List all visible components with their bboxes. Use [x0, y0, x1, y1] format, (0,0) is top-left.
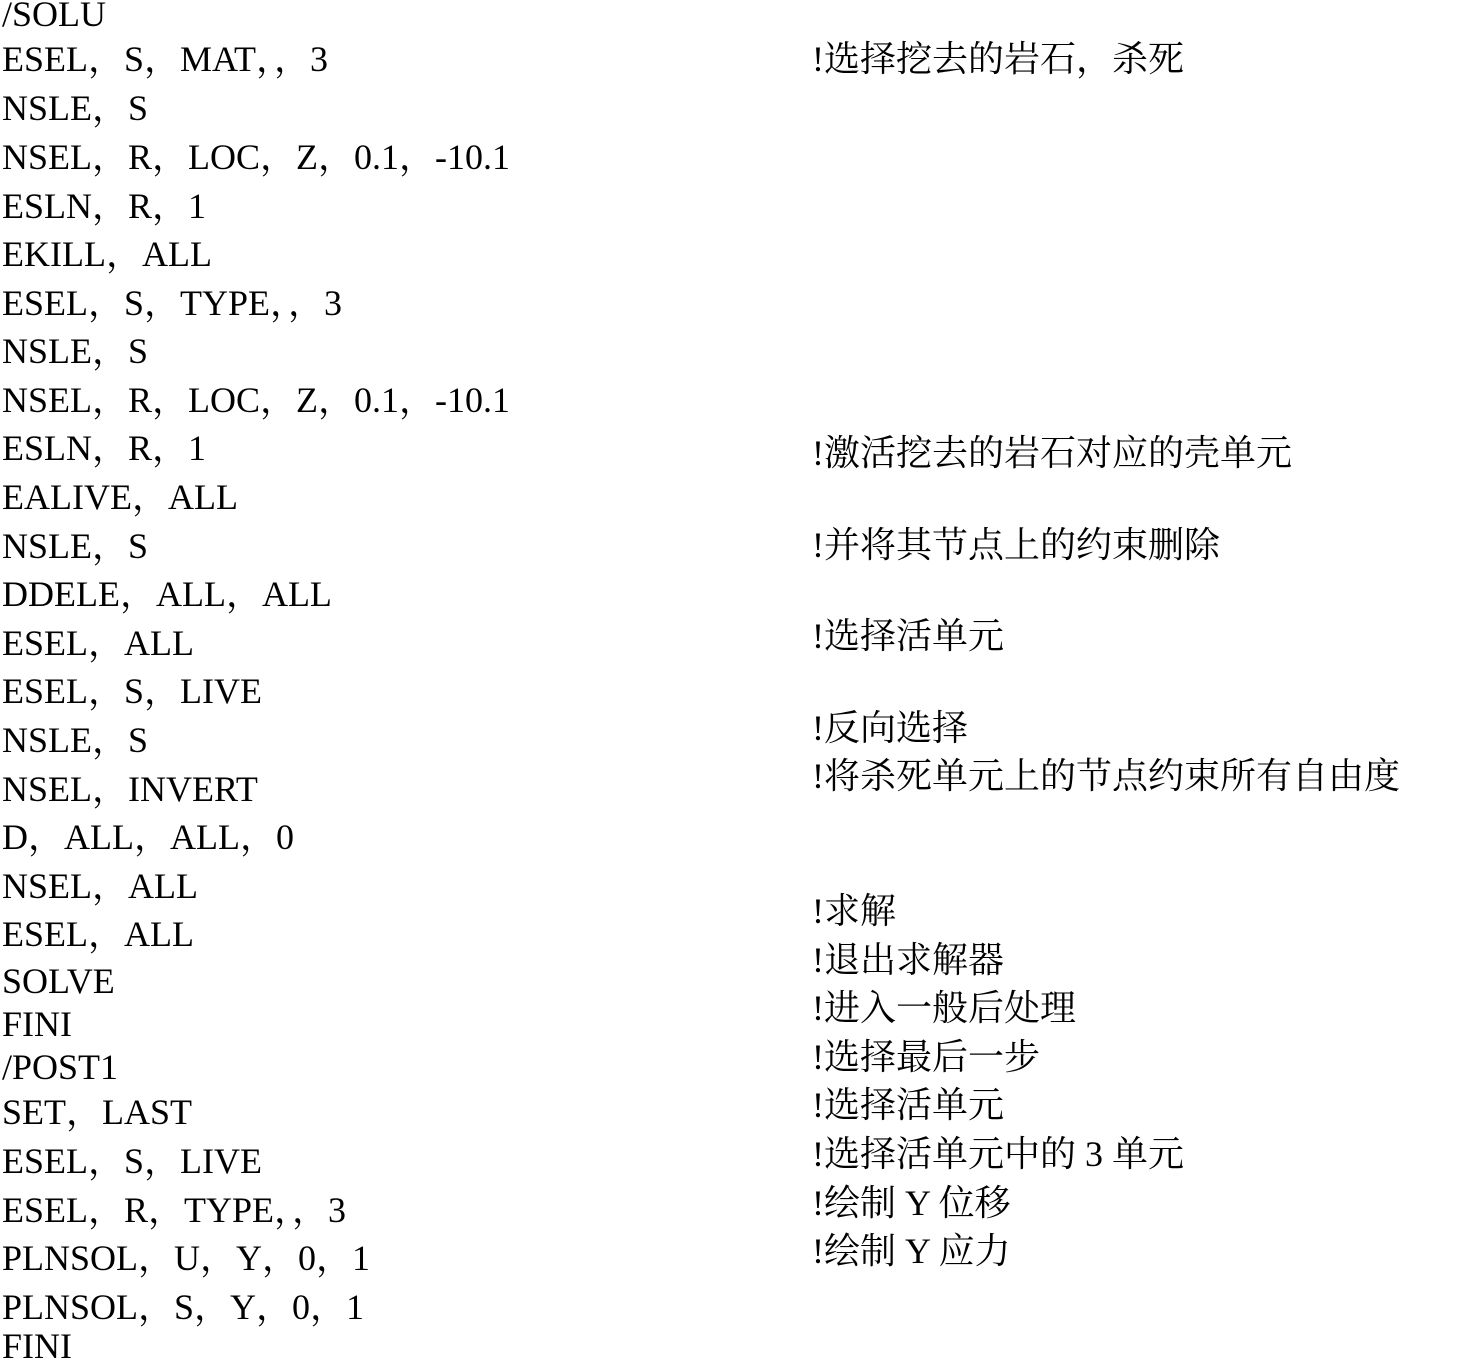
- code-line: NSEL，R，LOC，Z，0.1，-10.1: [2, 380, 510, 420]
- code-line: /SOLU: [2, 0, 107, 34]
- comment-line: !选择活单元中的 3 单元: [812, 1134, 1184, 1174]
- code-line: NSEL，ALL: [2, 866, 198, 906]
- code-line: ESLN，R，1: [2, 428, 207, 468]
- code-line: ESEL，S，MAT，，3: [2, 39, 329, 79]
- code-line: EKILL，ALL: [2, 234, 212, 274]
- code-line: NSLE，S: [2, 88, 149, 128]
- comment-line: !并将其节点上的约束删除: [812, 525, 1220, 565]
- code-line: NSLE，S: [2, 720, 149, 760]
- code-line: FINI: [2, 1004, 72, 1044]
- comment-line: !绘制 Y 位移: [812, 1183, 1011, 1223]
- code-line: ESEL，S，LIVE: [2, 1141, 262, 1181]
- code-line: NSLE，S: [2, 526, 149, 566]
- code-line: EALIVE，ALL: [2, 477, 238, 517]
- code-line: PLNSOL，S，Y，0，1: [2, 1287, 365, 1327]
- comment-line: !激活挖去的岩石对应的壳单元: [812, 433, 1292, 473]
- comment-line: !进入一般后处理: [812, 988, 1076, 1028]
- comment-line: !求解: [812, 891, 896, 931]
- code-line: D，ALL，ALL，0: [2, 817, 294, 857]
- code-line: DDELE，ALL，ALL: [2, 574, 332, 614]
- code-line: SET，LAST: [2, 1092, 193, 1132]
- code-line: NSLE，S: [2, 331, 149, 371]
- code-line: SOLVE: [2, 961, 115, 1001]
- comment-line: !绘制 Y 应力: [812, 1231, 1011, 1271]
- comment-line: !退出求解器: [812, 940, 1004, 980]
- code-line: /POST1: [2, 1047, 119, 1087]
- comment-line: !将杀死单元上的节点约束所有自由度: [812, 756, 1400, 796]
- comment-line: !选择挖去的岩石，杀死: [812, 39, 1184, 79]
- code-line: FINI: [2, 1326, 72, 1366]
- code-line: NSEL，R，LOC，Z，0.1，-10.1: [2, 137, 510, 177]
- code-line: ESEL，S，LIVE: [2, 671, 262, 711]
- comment-line: !选择最后一步: [812, 1037, 1040, 1077]
- comment-line: !选择活单元: [812, 1085, 1004, 1125]
- code-line: PLNSOL，U，Y，0，1: [2, 1238, 371, 1278]
- code-line: ESEL，ALL: [2, 914, 194, 954]
- code-line: NSEL，INVERT: [2, 769, 258, 809]
- comment-line: !反向选择: [812, 708, 968, 748]
- code-line: ESEL，ALL: [2, 623, 194, 663]
- code-line: ESLN，R，1: [2, 186, 207, 226]
- comment-line: !选择活单元: [812, 616, 1004, 656]
- code-line: ESEL，S，TYPE，，3: [2, 283, 343, 323]
- code-line: ESEL，R，TYPE，，3: [2, 1190, 347, 1230]
